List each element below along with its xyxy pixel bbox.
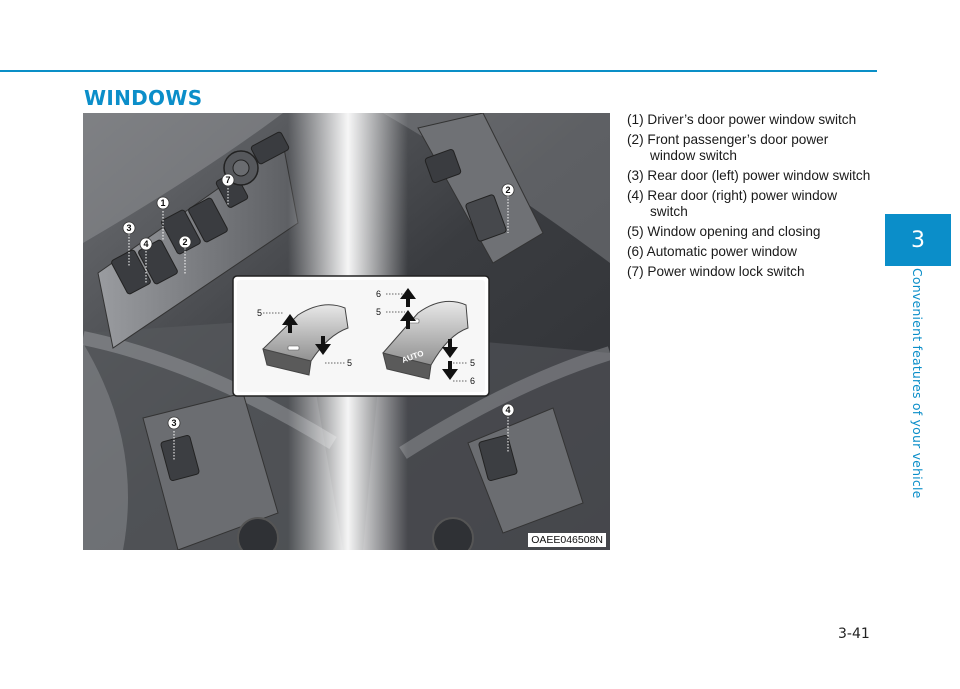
callout-rear-left-switch: 3 [171, 418, 177, 428]
header-rule [0, 70, 877, 72]
callout-rear-right-switch: 4 [143, 239, 149, 249]
section-title: WINDOWS [84, 86, 203, 110]
figure-illustration [83, 113, 610, 550]
callout-rear-left-switch: 3 [126, 223, 132, 233]
auto-label: AUTO [400, 348, 425, 365]
inset-label-open-close: 5 [257, 308, 263, 318]
inset-label-open-close: 5 [347, 358, 353, 368]
legend-item: (5) Window opening and closing [627, 224, 821, 239]
window-switches-figure [83, 113, 610, 550]
legend-item: (3) Rear door (left) power window switch [627, 168, 871, 183]
inset-label-auto: 6 [376, 289, 382, 299]
legend-item: (6) Automatic power window [627, 244, 797, 259]
callout-rear-right-switch: 4 [505, 405, 511, 415]
callout-window-lock-switch: 7 [225, 175, 231, 185]
callout-front-passenger-switch: 2 [182, 237, 188, 247]
legend-item: (4) Rear door (right) power window switch [627, 188, 838, 219]
callout-driver-switch: 1 [160, 198, 166, 208]
callout-front-passenger-switch: 2 [505, 185, 511, 195]
inset-label-open-close: 5 [376, 307, 382, 317]
legend-item: (7) Power window lock switch [627, 264, 805, 279]
figure-legend [627, 112, 877, 284]
chapter-tab[interactable]: 3 [885, 214, 951, 266]
legend-item: (1) Driver’s door power window switch [627, 112, 857, 127]
inset-label-open-close: 5 [470, 358, 476, 368]
inset-label-auto: 6 [470, 376, 476, 386]
figure-code: OAEE046508N [528, 533, 606, 547]
chapter-title-text: Convenient features of your vehicle [910, 268, 925, 499]
page-number: 3-41 [838, 626, 870, 642]
legend-item: (2) Front passenger’s door power window switch [627, 132, 829, 163]
